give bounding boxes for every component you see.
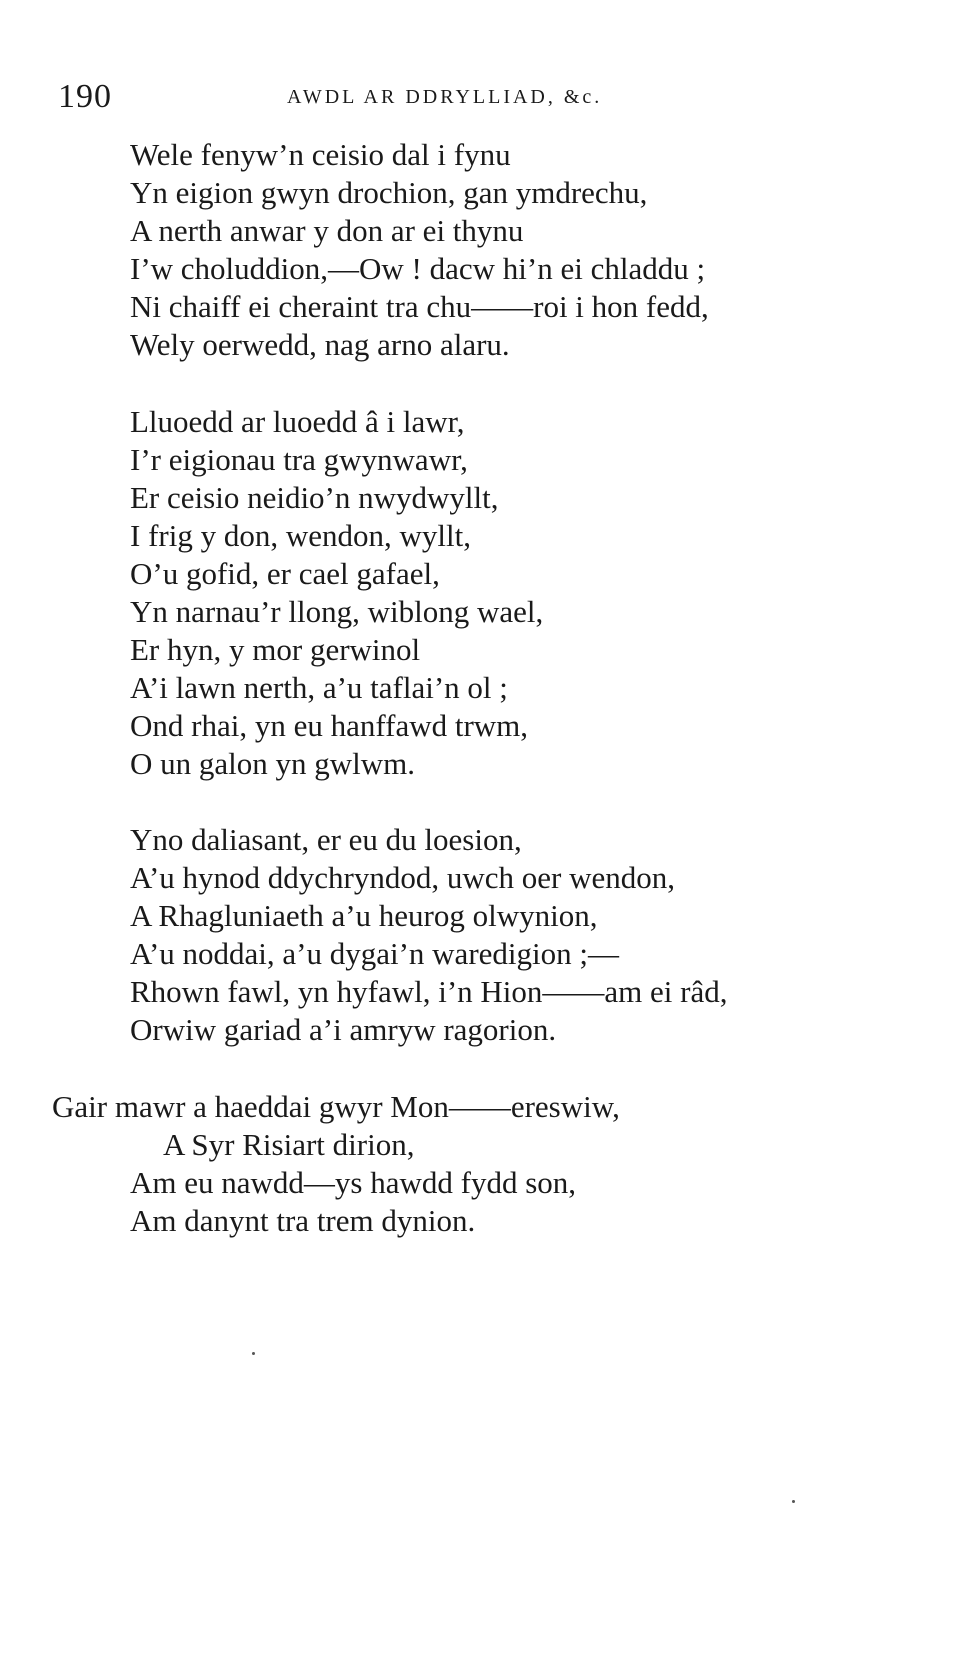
verse-line: A Syr Risiart dirion,	[163, 1127, 415, 1162]
verse-line: Lluoedd ar luoedd â i lawr,	[130, 404, 465, 439]
verse-line: Ni chaiff ei cheraint tra chu——roi i hon fedd,	[130, 289, 709, 324]
verse-line: A’u hynod ddychryndod, uwch oer wendon,	[130, 860, 675, 895]
verse-line: A nerth anwar y don ar ei thynu	[130, 213, 524, 248]
verse-line: O un galon yn gwlwm.	[130, 746, 416, 781]
verse-line: I’w choluddion,—Ow ! dacw hi’n ei chladdu ;	[130, 251, 706, 286]
verse-line: Wele fenyw’n ceisio dal i fynu	[130, 137, 511, 172]
verse-line: Yn eigion gwyn drochion, gan ymdrechu,	[130, 175, 648, 210]
page-number: 190	[58, 78, 112, 115]
verse-line: Am danynt tra trem dynion.	[130, 1203, 476, 1238]
verse-line: Am eu nawdd—ys hawdd fydd son,	[130, 1165, 577, 1200]
paper-speck	[252, 1352, 255, 1355]
verse-line: A’i lawn nerth, a’u taflai’n ol ;	[130, 670, 508, 705]
verse-line: Rhown fawl, yn hyfawl, i’n Hion——am ei râd,	[130, 974, 728, 1009]
verse-line: A’u noddai, a’u dygai’n waredigion ;—	[130, 936, 619, 971]
page-header	[52, 78, 912, 118]
verse-line: Yn narnau’r llong, wiblong wael,	[130, 594, 544, 629]
verse-line: I frig y don, wendon, wyllt,	[130, 518, 471, 553]
running-title: AWDL AR DDRYLLIAD, &c.	[287, 86, 603, 108]
verse-line: Er hyn, y mor gerwinol	[130, 632, 421, 667]
verse-line: Er ceisio neidio’n nwydwyllt,	[130, 480, 499, 515]
paper-speck	[792, 1500, 795, 1503]
verse-line: Ond rhai, yn eu hanffawd trwm,	[130, 708, 529, 743]
verse-line: O’u gofid, er cael gafael,	[130, 556, 440, 591]
verse-line: Wely oerwedd, nag arno alaru.	[130, 327, 510, 362]
verse-line: Gair mawr a haeddai gwyr Mon——ereswiw,	[52, 1089, 620, 1124]
verse-line: I’r eigionau tra gwynwawr,	[130, 442, 468, 477]
verse-line: Orwiw gariad a’i amryw ragorion.	[130, 1012, 557, 1047]
verse-line: Yno daliasant, er eu du loesion,	[130, 822, 522, 857]
verse-line: A Rhagluniaeth a’u heurog olwynion,	[130, 898, 598, 933]
